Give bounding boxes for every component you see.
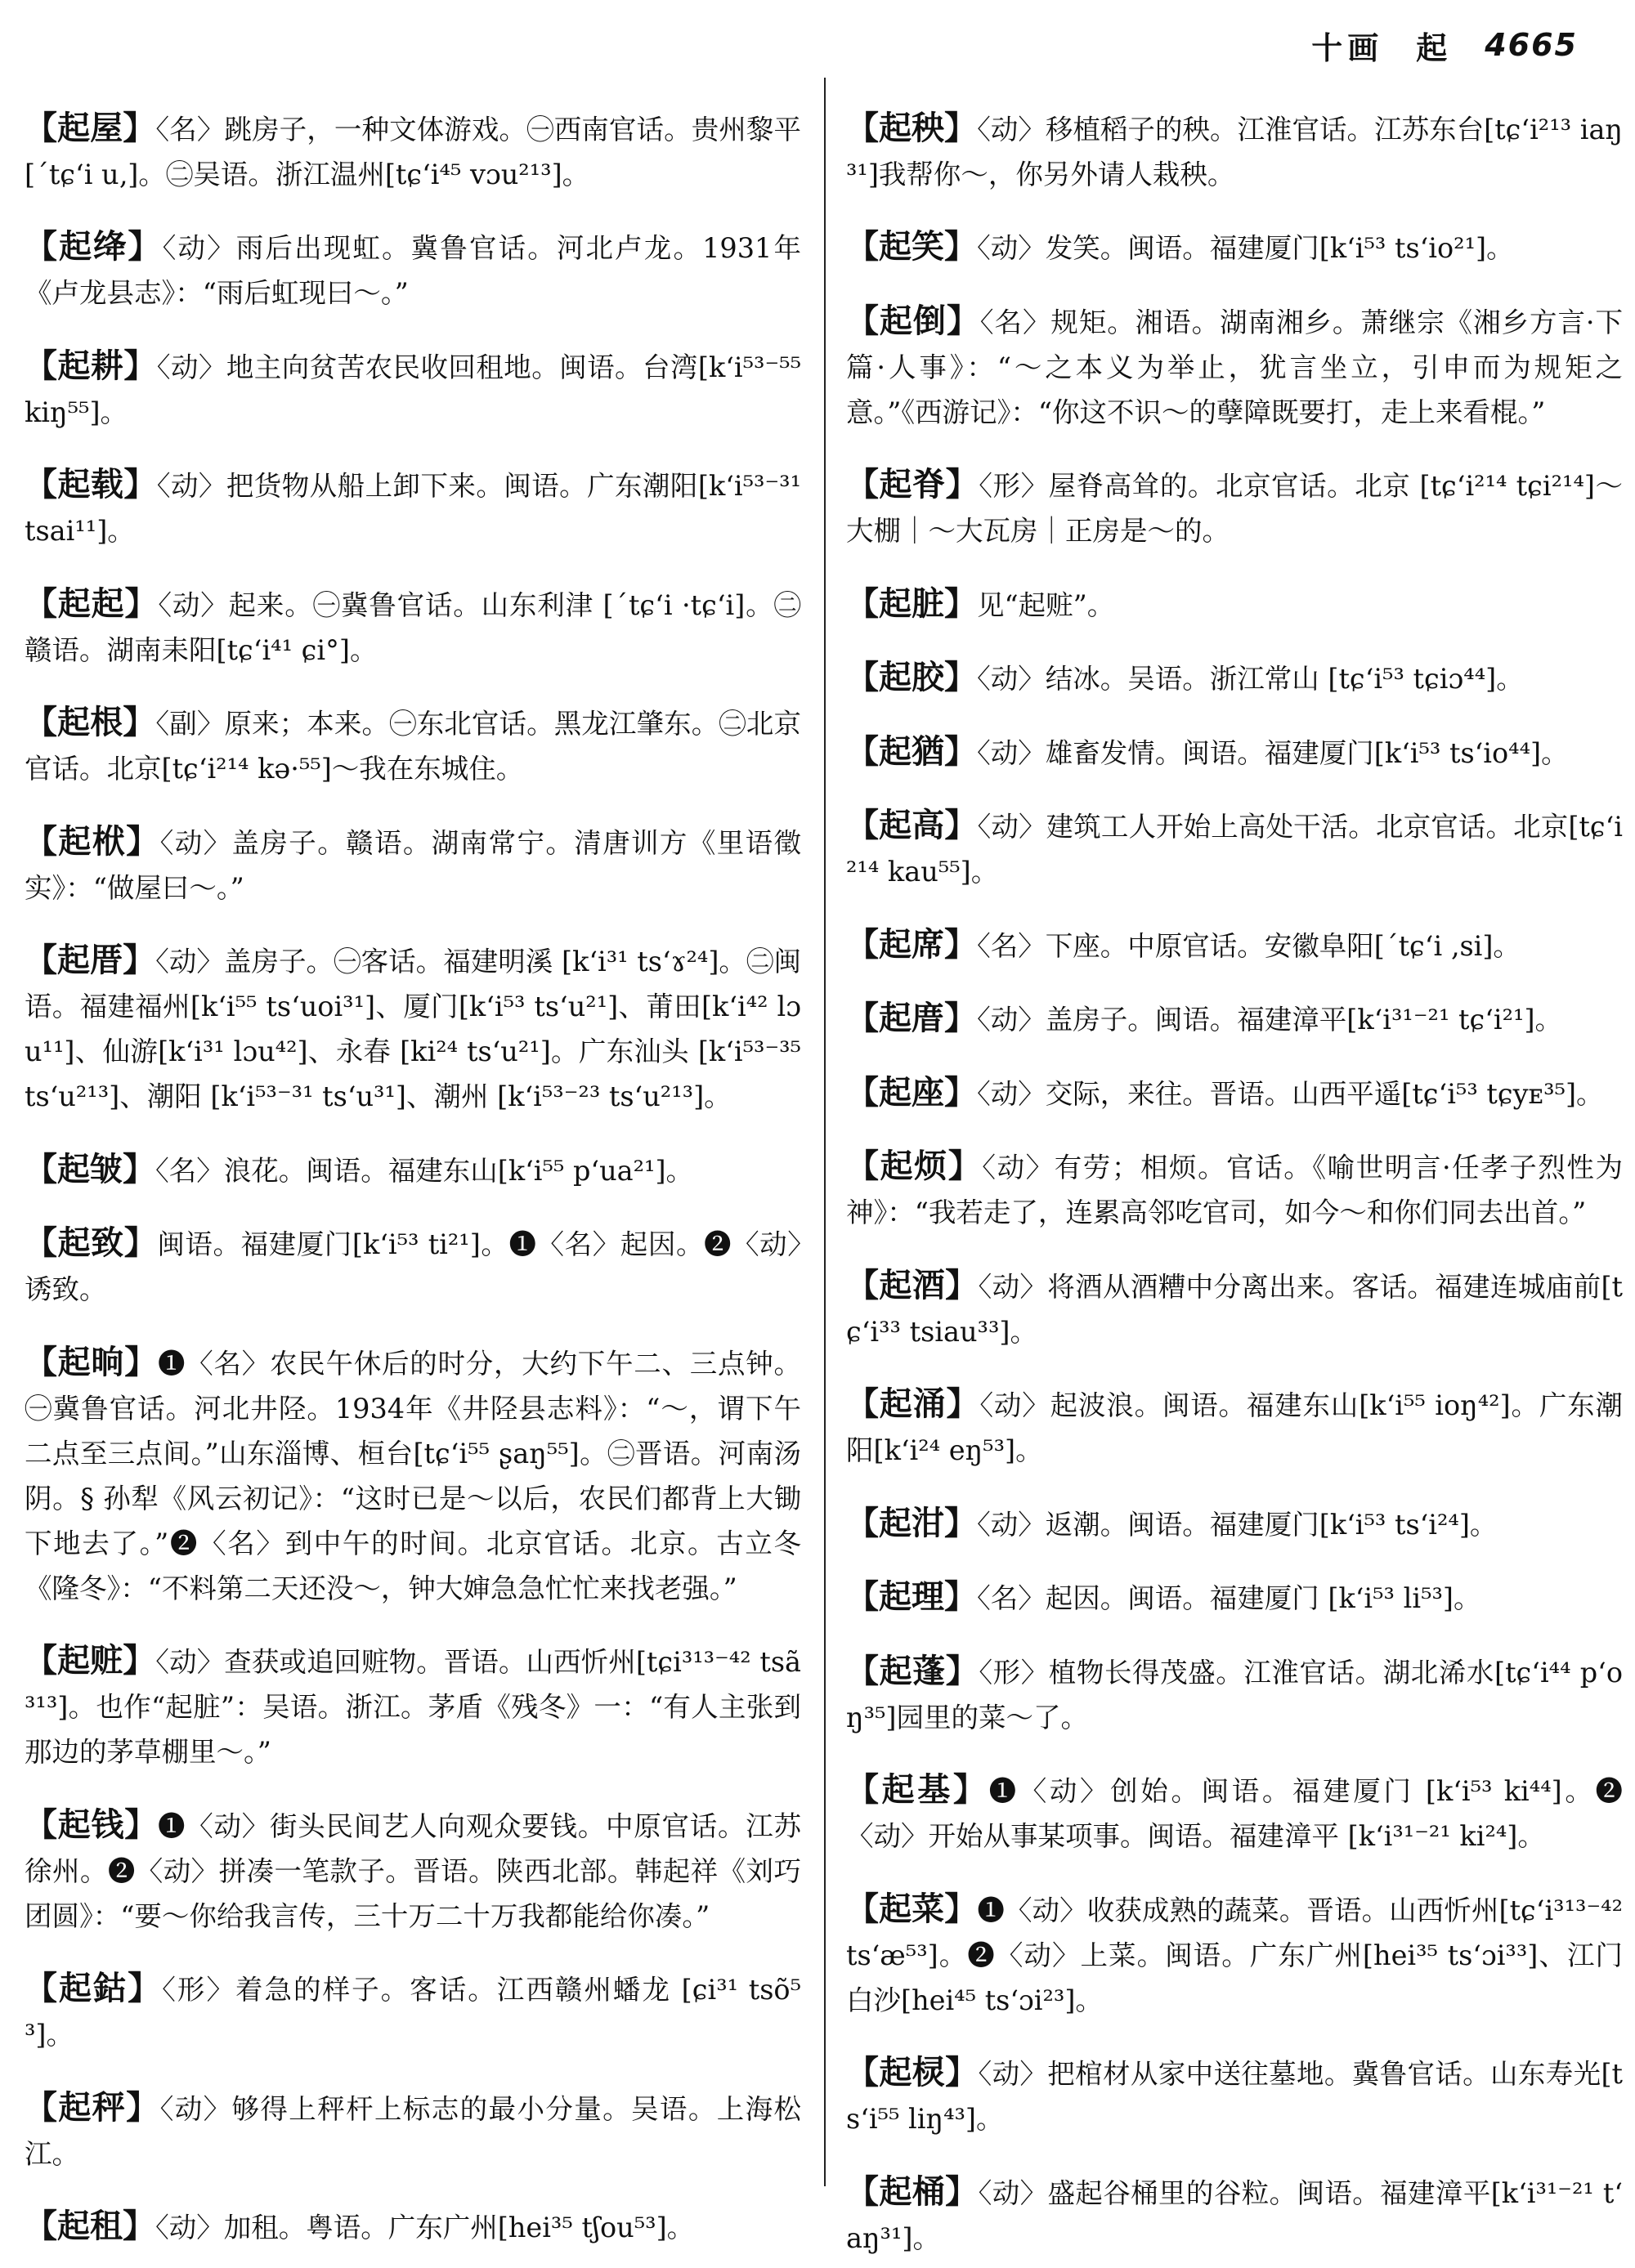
entry-headword: 【起桶】 — [846, 2172, 979, 2211]
entry-definition: ❶〈名〉农民午休后的时分，大约下午二、三点钟。㊀冀鲁官话。河北井陉。1934年《井陉县志料》：“～，谓下午二点至三点间。”山东淄博、桓台[tɕʻi⁵⁵ ʂaŋ⁵⁵]。㊁晋语。河南汤阴。§ 孙犁《风云初记》：“这时已是～以后，农民们都背上大锄下地去了。”❷〈名〉到中午的时间。北京官话。北京。古立冬《隆冬》：“不料第二天还没～，钟大婶急急忙忙来找老强。” — [25, 1347, 801, 1604]
entry-headword: 【起座】 — [846, 1072, 977, 1112]
entry-definition: 〈动〉盛起谷桶里的谷粒。闽语。福建漳平[kʻi³¹⁻²¹ tʻaŋ³¹]。 — [846, 2176, 1623, 2254]
entry-headword: 【起蓬】 — [846, 1651, 979, 1690]
entry-definition: 〈动〉盖房子。㊀客话。福建明溪 [kʻi³¹ tsʻɤ²⁴]。㊁闽语。福建福州[kʻi⁵⁵ tsʻuoi³¹]、厦门[kʻi⁵³ tsʻu²¹]、莆田[kʻi⁴² lɔu¹¹]、仙游[kʻi³¹ lɔu⁴²]、永春 [ki²⁴ tsʻu²¹]。广东汕头 [kʻi⁵³⁻³⁵ tsʻu²¹³]、潮阳 [kʻi⁵³⁻³¹ tsʻu³¹]、潮州 [kʻi⁵³⁻²³ tsʻu²¹³]。 — [25, 946, 801, 1112]
dictionary-entry — [25, 224, 801, 315]
entry-definition: 见“起赃”。 — [977, 588, 1115, 621]
entry-definition: 〈动〉把棺材从家中送往墓地。冀鲁官话。山东寿光[tsʻi⁵⁵ liŋ⁴³]。 — [846, 2058, 1624, 2135]
entry-headword: 【起涌】 — [846, 1385, 980, 1423]
entry-definition: 〈动〉盖房子。闽语。福建漳平[kʻi³¹⁻²¹ tɕʻi²¹]。 — [977, 1004, 1563, 1036]
entry-headword: 【起致】 — [25, 1223, 158, 1262]
entry-headword: 【起钱】 — [25, 1805, 158, 1844]
dictionary-entry — [846, 298, 1623, 435]
dictionary-entry — [846, 655, 1623, 701]
entry-definition: 〈名〉规矩。湘语。湖南湘乡。萧继宗《湘乡方言·下篇·人事》：“～之本义为举止，犹言坐立，引申而为规矩之意。”《西游记》：“你这不识～的孽障既要打，走上来看棍。” — [846, 306, 1623, 428]
entry-definition: 〈动〉交际，来往。晋语。山西平遥[tɕʻi⁵³ tɕyᴇ³⁵]。 — [977, 1077, 1604, 1110]
dictionary-entry — [846, 2050, 1623, 2141]
entry-definition: 〈动〉查获或追回赃物。晋语。山西忻州[tɕi³¹³⁻⁴² tsã³¹³]。也作“起脏”：吴语。浙江。茅盾《残冬》一：“有人主张到那边的茅草棚里～。” — [25, 1646, 802, 1768]
entry-definition: ❶〈动〉收获成熟的蔬菜。晋语。山西忻州[tɕʻi³¹³⁻⁴² tsʻæ⁵³]。❷〈动〉上菜。闽语。广东广州[hei³⁵ tsʻɔi³³]、江门白沙[hei⁴⁵ tsʻɔi²³]。 — [846, 1894, 1623, 2016]
dictionary-entry — [25, 1802, 801, 1939]
dictionary-entry — [846, 1381, 1623, 1473]
page-header — [1311, 16, 1578, 74]
dictionary-entry — [846, 105, 1623, 197]
entry-definition: 〈副〉原来；本来。㊀东北官话。黑龙江肇东。㊁北京官话。北京[tɕʻi²¹⁴ kə·⁵⁵]～我在东城住。 — [25, 708, 802, 785]
column-divider — [824, 78, 826, 2186]
entry-headword: 【起厝】 — [25, 941, 156, 979]
entry-headword: 【起皱】 — [25, 1149, 155, 1188]
dictionary-entry — [846, 922, 1623, 968]
dictionary-entry — [846, 1070, 1623, 1116]
dictionary-entry — [25, 581, 801, 673]
entry-definition: 〈动〉加租。粤语。广东广州[hei³⁵ tʃou⁵³]。 — [155, 2212, 695, 2243]
dictionary-entry — [846, 995, 1623, 1042]
entry-headword: 【起赃】 — [25, 1641, 156, 1680]
entry-definition: 〈形〉着急的样子。客话。江西赣州蟠龙 [ɕi³¹ tsõ⁵³]。 — [25, 1974, 802, 2051]
entry-definition: 〈动〉有劳；相烦。官话。《喻世明言·任孝子烈性为神》：“我若走了，连累高邻吃官司，如今～和你们同去出首。” — [846, 1152, 1623, 1228]
entry-headword: 【起秧】 — [846, 108, 978, 147]
dictionary-entry — [846, 1767, 1623, 1859]
entry-headword: 【起酒】 — [846, 1265, 979, 1304]
dictionary-entry — [25, 2085, 801, 2176]
right-column — [846, 78, 1623, 2268]
entry-definition: 〈名〉浪花。闽语。福建东山[kʻi⁵⁵ pʻua²¹]。 — [155, 1154, 694, 1187]
entry-headword: 【起起】 — [25, 584, 159, 623]
entry-definition: 〈动〉地主向贫苦农民收回租地。闽语。台湾[kʻi⁵³⁻⁵⁵ kiŋ⁵⁵]。 — [25, 351, 802, 428]
dictionary-entry — [25, 1340, 801, 1611]
dictionary-entry — [846, 1648, 1623, 1740]
entry-headword: 【起根】 — [25, 703, 156, 741]
entry-definition: 〈动〉移植稻子的秧。江淮官话。江苏东台[tɕʻi²¹³ iaŋ³¹]我帮你～，你另外请人栽秧。 — [846, 113, 1624, 190]
entry-headword: 【起猶】 — [846, 731, 977, 771]
dictionary-entry — [846, 729, 1623, 776]
dictionary-entry — [846, 224, 1623, 271]
entry-headword: 【起晌】 — [25, 1342, 158, 1381]
entry-definition: 〈名〉下座。中原官话。安徽阜阳[ˊtɕʻi ‚si]。 — [977, 929, 1521, 962]
entry-definition: 〈形〉屋脊高耸的。北京官话。北京 [tɕʻi²¹⁴ tɕi²¹⁴]～大棚｜～大瓦房｜正房是～的。 — [846, 470, 1624, 547]
dictionary-entry — [25, 343, 801, 435]
entry-headword: 【起烦】 — [846, 1147, 983, 1185]
entry-headword: 【起载】 — [25, 465, 157, 503]
entry-headword: 【起胶】 — [846, 658, 977, 696]
entry-definition: ❶〈动〉街头民间艺人向观众要钱。中原官话。江苏徐州。❷〈动〉拼凑一笔款子。晋语。陕西北部。韩起祥《刘巧团圆》：“要～你给我言传，三十万二十万我都能给你凑。” — [25, 1809, 801, 1932]
dictionary-entry — [846, 581, 1623, 628]
entry-definition: 〈动〉结冰。吴语。浙江常山 [tɕʻi⁵³ tɕiɔ⁴⁴]。 — [977, 663, 1524, 695]
dictionary-entry — [25, 2203, 801, 2250]
dictionary-entry — [25, 1220, 801, 1312]
dictionary-entry — [25, 937, 801, 1119]
dictionary-entry — [846, 803, 1623, 894]
entry-headword: 【起菜】 — [846, 1889, 978, 1928]
dictionary-entry — [25, 1966, 801, 2057]
dictionary-entry — [846, 462, 1623, 553]
entry-definition: 〈动〉盖房子。赣语。湖南常宁。清唐训方《里语徵实》：“做屋曰～。” — [25, 826, 802, 904]
entry-definition: 〈动〉够得上秤杆上标志的最小分量。吴语。上海松江。 — [25, 2092, 802, 2170]
entry-definition: 〈形〉植物长得茂盛。江淮官话。湖北浠水[tɕʻi⁴⁴ pʻoŋ³⁵]园里的菜～了。 — [846, 1656, 1623, 1733]
entry-definition: 〈动〉雨后出现虹。冀鲁官话。河北卢龙。1931年《卢龙县志》：“雨后虹现曰～。” — [25, 232, 802, 309]
entry-headword: 【起租】 — [25, 2207, 155, 2245]
entry-headword: 【起基】 — [846, 1770, 989, 1809]
dictionary-entry — [846, 2169, 1623, 2261]
entry-definition: 〈动〉起波浪。闽语。福建东山[kʻi⁵⁵ ioŋ⁴²]。广东潮阳[kʻi²⁴ eŋ⁵³]。 — [846, 1389, 1623, 1466]
dictionary-entry — [846, 1574, 1623, 1621]
dictionary-entry — [846, 1143, 1623, 1235]
dictionary-entry — [846, 1886, 1623, 2023]
entry-definition: 〈名〉起因。闽语。福建厦门 [kʻi⁵³ li⁵³]。 — [977, 1582, 1481, 1614]
entry-headword: 【起泔】 — [846, 1503, 977, 1542]
dictionary-entry — [25, 105, 801, 197]
entry-definition: 〈动〉起来。㊀冀鲁官话。山东利津 [ˊtɕʻi ·tɕʻi]。㊁赣语。湖南耒阳[tɕʻi⁴¹ ɕi°]。 — [25, 588, 801, 666]
entry-headword: 【起脏】 — [846, 584, 977, 623]
entry-definition: 〈名〉跳房子，一种文体游戏。㊀西南官话。贵州黎平[ˊtɕʻi u‚]。㊁吴语。浙江温州[tɕʻi⁴⁵ vɔu²¹³]。 — [25, 113, 802, 190]
dictionary-entry — [25, 819, 801, 910]
dictionary-entry — [25, 462, 801, 553]
entry-headword: 【起笑】 — [846, 227, 977, 266]
entry-headword: 【起席】 — [846, 924, 977, 964]
entry-headword: 【起倒】 — [846, 301, 980, 340]
dictionary-entry — [25, 700, 801, 791]
entry-definition: ❶〈动〉创始。闽语。福建厦门 [kʻi⁵³ ki⁴⁴]。❷〈动〉开始从事某项事。闽语。福建漳平 [kʻi³¹⁻²¹ ki²⁴]。 — [846, 1775, 1623, 1852]
entry-definition: 闽语。福建厦门[kʻi⁵³ ti²¹]。❶〈名〉起因。❷〈动〉诱致。 — [25, 1228, 802, 1305]
entry-definition: 〈动〉雄畜发情。闽语。福建厦门[kʻi⁵³ tsʻio⁴⁴]。 — [977, 736, 1569, 769]
entry-headword: 【起棂】 — [846, 2053, 979, 2091]
entry-headword: 【起耕】 — [25, 346, 157, 385]
radical-label: 起 — [1416, 29, 1453, 66]
entry-definition: 〈动〉将酒从酒糟中分离出来。客话。福建连城庙前[tɕʻi³³ tsiau³³]。 — [846, 1270, 1624, 1348]
entry-headword: 【起理】 — [846, 1577, 977, 1616]
dictionary-entry — [25, 1638, 801, 1774]
dictionary-entry — [846, 1263, 1623, 1354]
entry-headword: 【起屋】 — [25, 108, 156, 147]
entry-headword: 【起高】 — [846, 806, 978, 844]
page-number: 4665 — [1485, 27, 1578, 63]
entry-headword: 【起脊】 — [846, 465, 979, 503]
dictionary-entry — [25, 1147, 801, 1193]
entry-definition: 〈动〉把货物从船上卸下来。闽语。广东潮阳[kʻi⁵³⁻³¹ tsai¹¹]。 — [25, 470, 802, 547]
entry-headword: 【起绛】 — [25, 227, 163, 266]
dictionary-entry — [846, 1501, 1623, 1547]
entry-headword: 【起栿】 — [25, 821, 160, 861]
entry-definition: 〈动〉发笑。闽语。福建厦门[kʻi⁵³ tsʻio²¹]。 — [977, 232, 1514, 264]
entry-headword: 【起庴】 — [846, 999, 977, 1037]
entry-definition: 〈动〉返潮。闽语。福建厦门[kʻi⁵³ tsʻi²⁴]。 — [977, 1508, 1498, 1541]
left-column — [25, 78, 801, 2257]
entry-headword: 【起鈷】 — [25, 1969, 163, 2007]
section-label: 十画 — [1311, 29, 1384, 66]
entry-headword: 【起秤】 — [25, 2087, 160, 2127]
entry-definition: 〈动〉建筑工人开始上高处干活。北京官话。北京[tɕʻi²¹⁴ kau⁵⁵]。 — [846, 811, 1624, 888]
